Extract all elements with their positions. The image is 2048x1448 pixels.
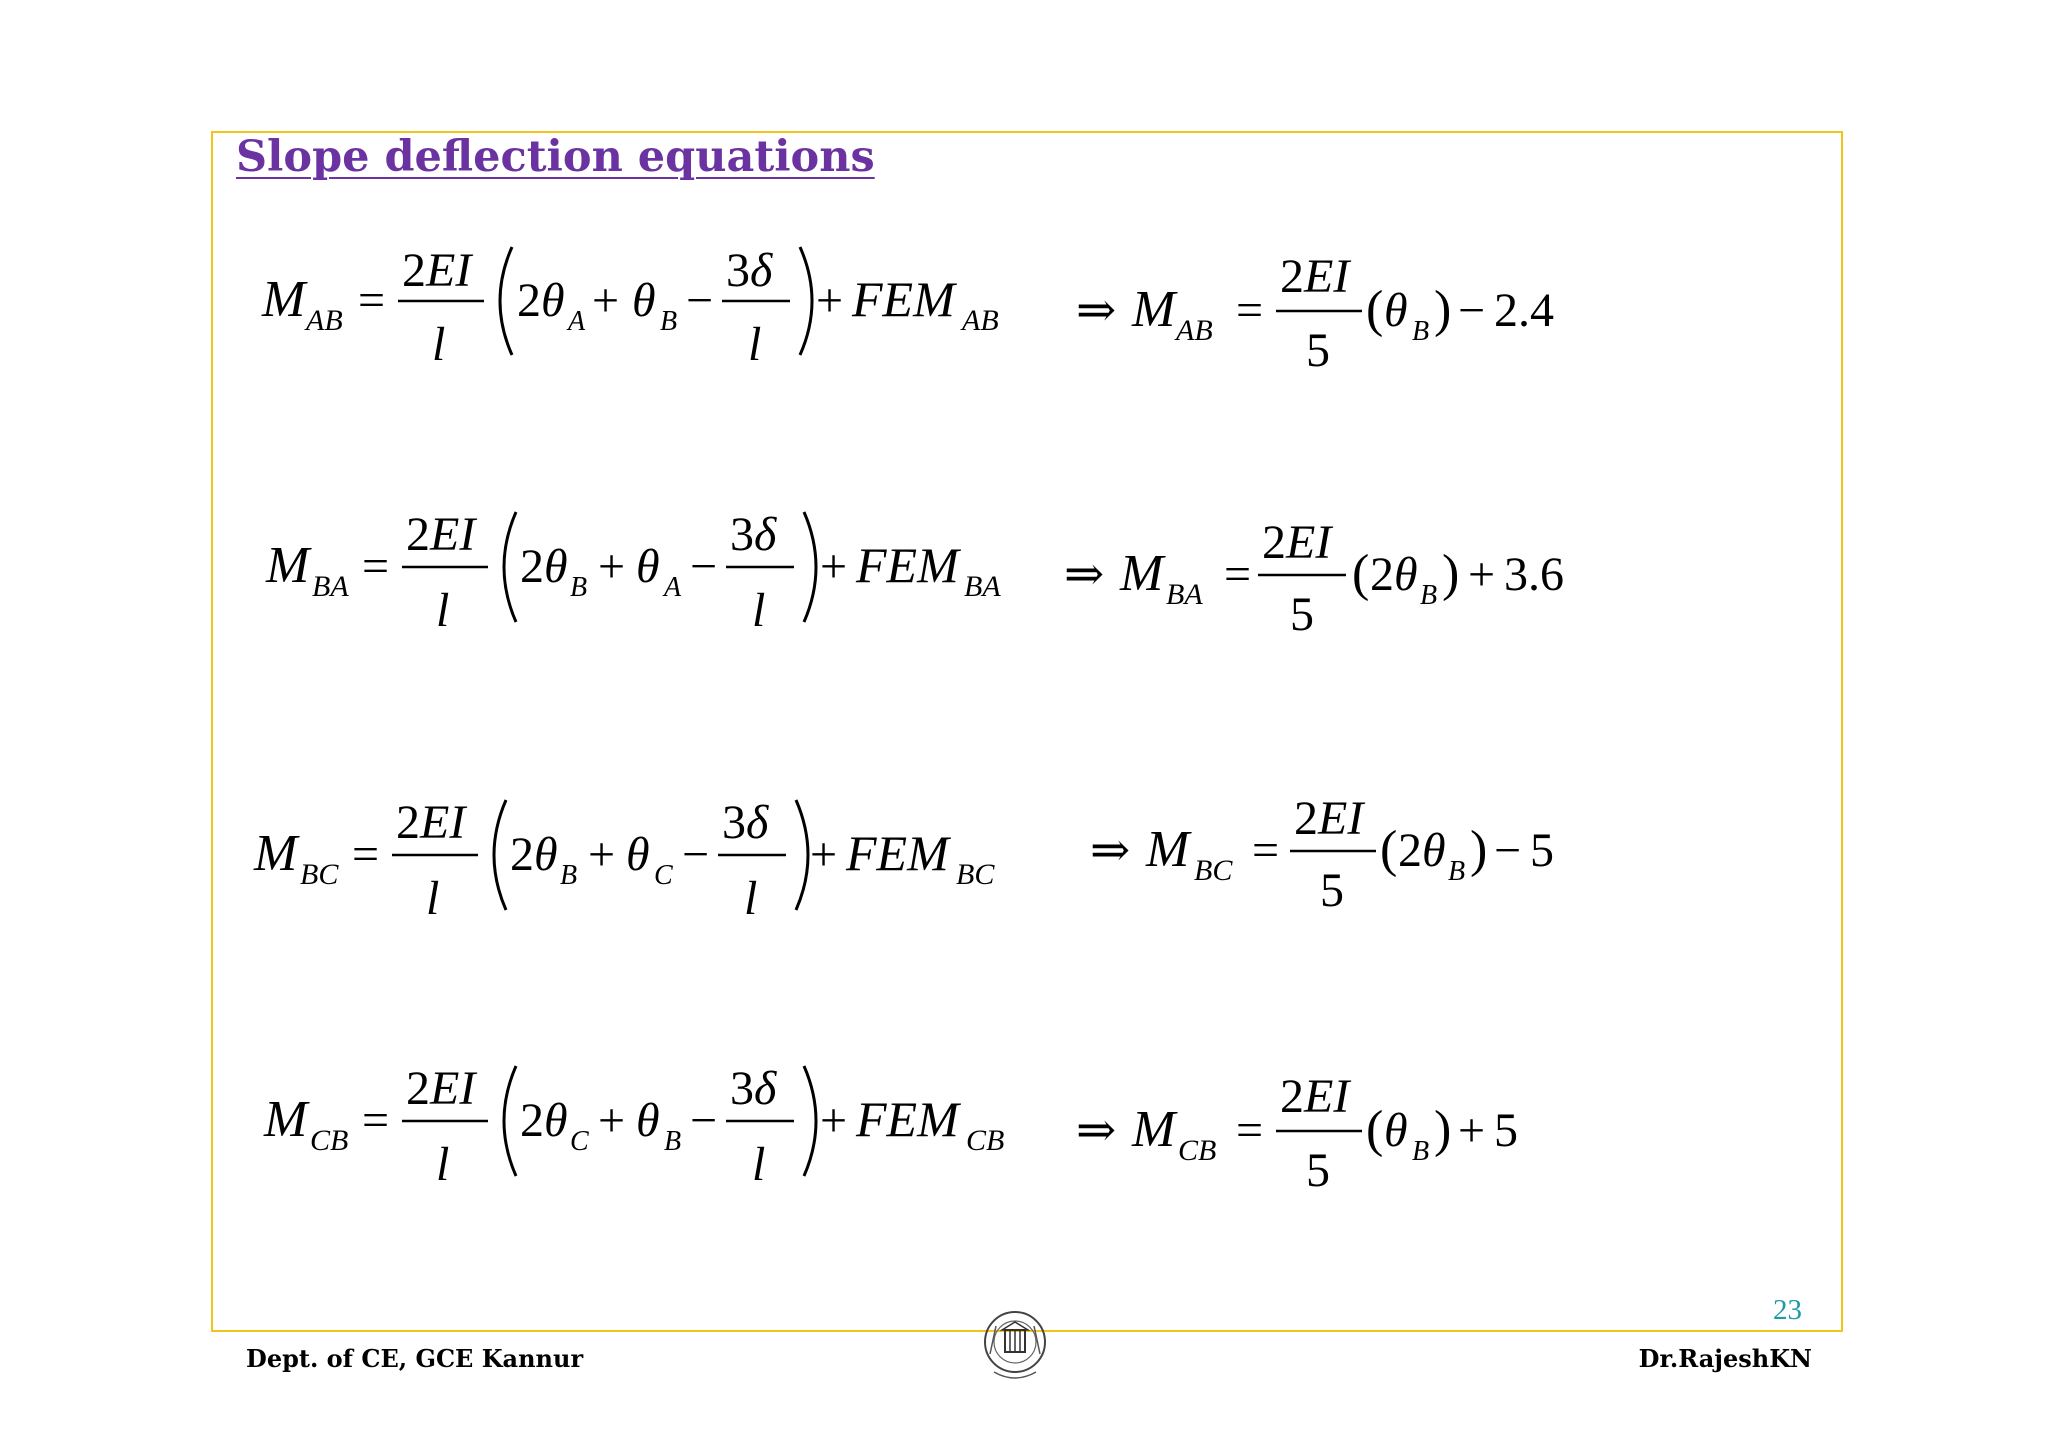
svg-text:=: = <box>362 1094 390 1147</box>
svg-text:2EI: 2EI <box>1280 1070 1350 1123</box>
svg-text:): ) <box>1434 1101 1452 1158</box>
svg-text:−: − <box>682 828 710 881</box>
svg-text:FEM: FEM <box>856 1091 959 1147</box>
svg-text:⇒: ⇒ <box>1076 1104 1117 1157</box>
svg-text:M: M <box>262 271 306 328</box>
svg-text:BC: BC <box>1194 854 1233 887</box>
svg-text:AB: AB <box>962 304 999 337</box>
svg-text:A: A <box>568 306 586 337</box>
svg-text:+: + <box>1468 548 1496 601</box>
svg-text:3δ: 3δ <box>730 508 777 561</box>
svg-text:CB: CB <box>1178 1134 1217 1167</box>
svg-text:l: l <box>748 318 762 371</box>
svg-text:=: = <box>352 828 380 881</box>
svg-text:FEM: FEM <box>852 271 955 327</box>
svg-text:2θ: 2θ <box>510 828 558 881</box>
svg-text:BC: BC <box>956 858 995 891</box>
svg-text:l: l <box>744 872 758 925</box>
svg-text:−: − <box>686 274 714 327</box>
svg-text:⇒: ⇒ <box>1076 284 1117 337</box>
svg-text:=: = <box>358 274 386 327</box>
svg-text:(: ( <box>1380 821 1398 878</box>
svg-text:BA: BA <box>1166 578 1203 611</box>
svg-text:2EI: 2EI <box>406 1062 476 1115</box>
svg-text:B: B <box>1412 1136 1430 1167</box>
svg-text:2θ: 2θ <box>1398 824 1446 877</box>
svg-text:l: l <box>432 318 446 371</box>
svg-text:⇒: ⇒ <box>1090 824 1131 877</box>
svg-text:5: 5 <box>1320 864 1344 917</box>
svg-text:AB: AB <box>1176 314 1213 347</box>
svg-text:2EI: 2EI <box>1262 516 1332 569</box>
svg-text:2.4: 2.4 <box>1494 284 1554 337</box>
svg-text:3.6: 3.6 <box>1504 548 1564 601</box>
svg-text:−: − <box>690 1094 718 1147</box>
equation-4-general <box>263 1062 1004 1191</box>
svg-text:2θ: 2θ <box>1370 548 1418 601</box>
svg-text:−: − <box>1494 824 1522 877</box>
svg-text:+: + <box>588 828 616 881</box>
svg-text:): ) <box>1434 281 1452 338</box>
equation-4-result <box>1076 1070 1518 1197</box>
equation-1-result <box>1076 250 1554 377</box>
svg-text:B: B <box>664 1126 682 1157</box>
svg-text:5: 5 <box>1306 1144 1330 1197</box>
svg-text:+: + <box>1458 1104 1486 1157</box>
svg-text:+: + <box>820 540 848 593</box>
svg-text:C: C <box>570 1126 589 1157</box>
svg-text:2θ: 2θ <box>517 274 565 327</box>
svg-text:=: = <box>1236 1104 1264 1157</box>
svg-text:θ: θ <box>632 274 656 327</box>
svg-text:B: B <box>1420 580 1438 611</box>
svg-text:=: = <box>1236 284 1264 337</box>
footer-author: Dr.RajeshKN <box>1638 1344 1812 1373</box>
svg-text:M: M <box>1120 545 1164 602</box>
svg-text:θ: θ <box>636 540 660 593</box>
svg-text:CB: CB <box>310 1124 349 1157</box>
svg-text:(: ( <box>1366 281 1384 338</box>
svg-text:2EI: 2EI <box>396 796 466 849</box>
svg-text:M: M <box>1132 1101 1176 1158</box>
svg-text:B: B <box>1448 856 1466 887</box>
svg-text:θ: θ <box>636 1094 660 1147</box>
svg-text:): ) <box>1442 545 1460 602</box>
svg-text:+: + <box>810 828 838 881</box>
equation-2-result <box>1064 516 1564 641</box>
svg-text:2EI: 2EI <box>1280 250 1350 303</box>
svg-text:θ: θ <box>1384 1104 1408 1157</box>
college-seal-icon <box>980 1306 1050 1386</box>
svg-text:+: + <box>598 540 626 593</box>
svg-text:+: + <box>592 274 620 327</box>
svg-text:BA: BA <box>964 570 1001 603</box>
svg-text:l: l <box>436 1138 450 1191</box>
svg-text:B: B <box>560 860 578 891</box>
equation-2 <box>265 508 1564 641</box>
svg-text:BC: BC <box>300 858 339 891</box>
svg-text:5: 5 <box>1494 1104 1518 1157</box>
svg-text:2EI: 2EI <box>406 508 476 561</box>
svg-text:2EI: 2EI <box>402 244 472 297</box>
svg-text:l: l <box>752 584 766 637</box>
equation-3 <box>253 792 1554 925</box>
svg-text:(: ( <box>1366 1101 1384 1158</box>
svg-text:): ) <box>1470 821 1488 878</box>
svg-text:M: M <box>266 537 310 594</box>
equation-4 <box>263 1062 1518 1197</box>
svg-text:B: B <box>660 306 678 337</box>
svg-text:M: M <box>264 1091 308 1148</box>
svg-text:l: l <box>436 584 450 637</box>
svg-text:5: 5 <box>1306 324 1330 377</box>
svg-text:+: + <box>820 1094 848 1147</box>
svg-text:−: − <box>690 540 718 593</box>
svg-text:l: l <box>426 872 440 925</box>
svg-text:θ: θ <box>1384 284 1408 337</box>
svg-text:l: l <box>752 1138 766 1191</box>
equation-3-general <box>253 796 995 925</box>
svg-text:2θ: 2θ <box>520 1094 568 1147</box>
svg-text:B: B <box>1412 316 1430 347</box>
svg-text:BA: BA <box>312 570 349 603</box>
equation-2-general <box>265 508 1001 637</box>
equation-3-result <box>1090 792 1554 917</box>
page-number: 23 <box>1773 1294 1802 1326</box>
svg-text:=: = <box>1252 824 1280 877</box>
svg-text:+: + <box>598 1094 626 1147</box>
svg-text:FEM: FEM <box>856 537 959 593</box>
equation-1 <box>261 244 1554 377</box>
svg-text:FEM: FEM <box>846 825 949 881</box>
svg-text:B: B <box>570 572 588 603</box>
svg-text:C: C <box>654 860 673 891</box>
svg-text:3δ: 3δ <box>726 244 773 297</box>
svg-text:+: + <box>816 274 844 327</box>
slide-title: Slope deflection equations <box>236 132 875 182</box>
svg-text:−: − <box>1458 284 1486 337</box>
svg-text:M: M <box>1132 281 1176 338</box>
svg-text:M: M <box>1146 821 1190 878</box>
svg-text:A: A <box>664 572 682 603</box>
svg-text:θ: θ <box>626 828 650 881</box>
svg-text:5: 5 <box>1290 588 1314 641</box>
svg-text:2θ: 2θ <box>520 540 568 593</box>
svg-text:5: 5 <box>1530 824 1554 877</box>
svg-text:3δ: 3δ <box>730 1062 777 1115</box>
svg-text:(: ( <box>1352 545 1370 602</box>
svg-text:M: M <box>254 825 298 882</box>
footer-department: Dept. of CE, GCE Kannur <box>246 1344 584 1373</box>
svg-text:AB: AB <box>306 304 343 337</box>
svg-text:3δ: 3δ <box>722 796 769 849</box>
equation-1-general <box>261 244 999 371</box>
svg-text:=: = <box>362 540 390 593</box>
svg-text:CB: CB <box>966 1124 1005 1157</box>
svg-text:⇒: ⇒ <box>1064 548 1105 601</box>
svg-text:2EI: 2EI <box>1294 792 1364 845</box>
svg-text:=: = <box>1224 548 1252 601</box>
